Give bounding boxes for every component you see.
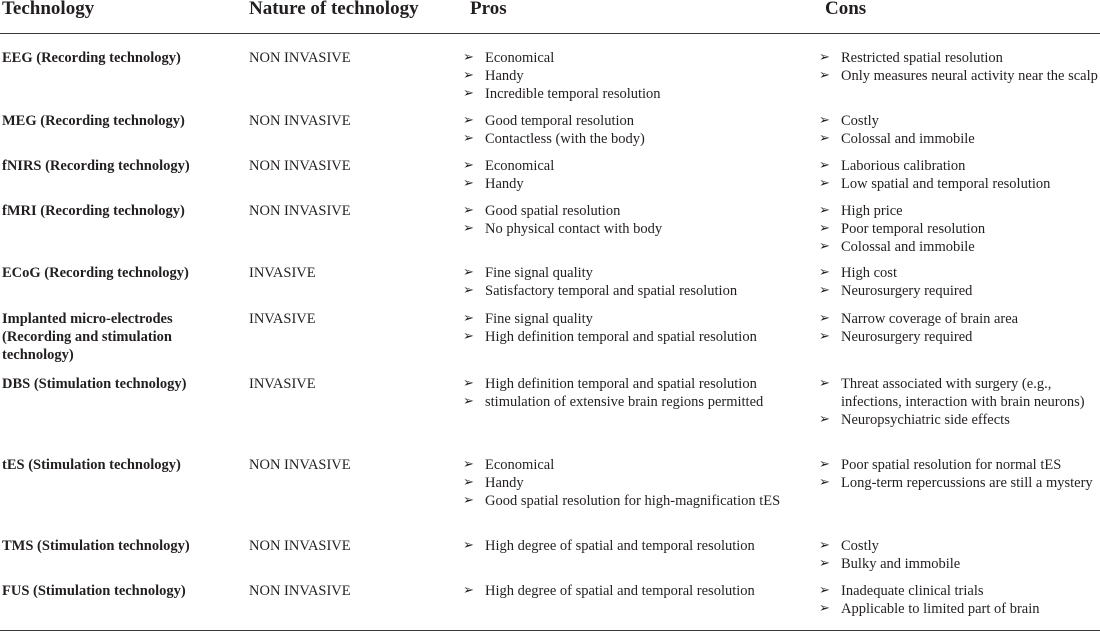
header-rule — [0, 33, 1100, 34]
arrowhead-bullet-icon: ➢ — [463, 283, 474, 299]
pros-list — [463, 537, 808, 555]
arrowhead-bullet-icon: ➢ — [463, 221, 474, 237]
nature-cell: NON INVASIVE — [249, 50, 351, 66]
technology-cell: fMRI (Recording technology) — [2, 203, 185, 219]
nature-cell: NON INVASIVE — [249, 158, 351, 174]
arrowhead-bullet-icon: ➢ — [819, 176, 830, 192]
nature-cell: NON INVASIVE — [249, 203, 351, 219]
arrowhead-bullet-icon: ➢ — [819, 158, 830, 173]
pros-list — [463, 310, 808, 346]
arrowhead-bullet-icon: ➢ — [819, 239, 830, 255]
pros-item: ➢ Fine signal quality — [463, 311, 593, 327]
pros-item: ➢ stimulation of extensive brain regions permitted — [463, 394, 764, 411]
nature-cell: INVASIVE — [249, 311, 316, 327]
technology-cell: ECoG (Recording technology) — [2, 265, 189, 281]
pros-list — [463, 112, 808, 148]
arrowhead-bullet-icon: ➢ — [463, 457, 474, 472]
technology-cell: Implanted micro-electrodes (Recording and stimulation technology) — [2, 311, 173, 364]
pros-item: ➢ Economical — [463, 457, 555, 473]
nature-cell: INVASIVE — [249, 376, 316, 392]
technology-cell: DBS (Stimulation technology) — [2, 376, 187, 392]
pros-list — [463, 157, 808, 193]
arrowhead-bullet-icon: ➢ — [819, 412, 830, 428]
cons-item: ➢ Neurosurgery required — [819, 329, 973, 346]
pros-list — [463, 264, 808, 300]
pros-item: ➢ Fine signal quality — [463, 265, 593, 281]
cons-item: ➢ Low spatial and temporal resolution — [819, 176, 1051, 193]
cons-item: ➢ Narrow coverage of brain area — [819, 311, 1019, 327]
arrowhead-bullet-icon: ➢ — [463, 176, 474, 192]
arrowhead-bullet-icon: ➢ — [819, 131, 830, 147]
pros-list — [463, 49, 808, 104]
nature-cell: NON INVASIVE — [249, 583, 351, 599]
arrowhead-bullet-icon: ➢ — [463, 131, 474, 147]
arrowhead-bullet-icon: ➢ — [819, 556, 830, 572]
cons-list — [819, 375, 1099, 430]
arrowhead-bullet-icon: ➢ — [463, 203, 474, 218]
cons-item: ➢ Poor temporal resolution — [819, 221, 986, 238]
cons-list — [819, 537, 1099, 573]
arrowhead-bullet-icon: ➢ — [819, 329, 830, 345]
cons-item: ➢ High price — [819, 203, 903, 219]
cons-item: ➢ Colossal and immobile — [819, 239, 975, 256]
pros-item: ➢ High definition temporal and spatial resolution — [463, 376, 757, 392]
pros-item: ➢ Handy — [463, 475, 524, 492]
arrowhead-bullet-icon: ➢ — [819, 583, 830, 598]
cons-item: ➢ High cost — [819, 265, 897, 281]
cons-list — [819, 112, 1099, 148]
arrowhead-bullet-icon: ➢ — [819, 283, 830, 299]
arrowhead-bullet-icon: ➢ — [463, 265, 474, 280]
pros-item: ➢ Good spatial resolution for high-magnification tES — [463, 493, 781, 510]
pros-list — [463, 456, 808, 511]
technology-cell: fNIRS (Recording technology) — [2, 158, 190, 174]
pros-item: ➢ Good temporal resolution — [463, 113, 635, 129]
cons-item: ➢ Laborious calibration — [819, 158, 966, 174]
pros-item: ➢ Good spatial resolution — [463, 203, 621, 219]
arrowhead-bullet-icon: ➢ — [463, 583, 474, 598]
arrowhead-bullet-icon: ➢ — [463, 86, 474, 102]
arrowhead-bullet-icon: ➢ — [463, 376, 474, 391]
pros-item: ➢ High degree of spatial and temporal resolution — [463, 583, 755, 599]
cons-item: ➢ Neurosurgery required — [819, 283, 973, 300]
arrowhead-bullet-icon: ➢ — [819, 475, 830, 491]
pros-item: ➢ No physical contact with body — [463, 221, 663, 238]
pros-item: ➢ Handy — [463, 176, 524, 193]
arrowhead-bullet-icon: ➢ — [463, 113, 474, 128]
cons-list — [819, 310, 1099, 346]
header-cons: Cons — [825, 0, 867, 19]
arrowhead-bullet-icon: ➢ — [463, 158, 474, 173]
cons-item: ➢ Restricted spatial resolution — [819, 50, 1003, 66]
arrowhead-bullet-icon: ➢ — [463, 311, 474, 326]
arrowhead-bullet-icon: ➢ — [463, 475, 474, 491]
pros-list — [463, 375, 808, 411]
pros-list — [463, 202, 808, 238]
technology-cell: FUS (Stimulation technology) — [2, 583, 186, 599]
arrowhead-bullet-icon: ➢ — [819, 203, 830, 218]
nature-cell: NON INVASIVE — [249, 113, 351, 129]
arrowhead-bullet-icon: ➢ — [819, 50, 830, 65]
cons-item: ➢ Inadequate clinical trials — [819, 583, 984, 599]
pros-item: ➢ Economical — [463, 158, 555, 174]
pros-item: ➢ High degree of spatial and temporal resolution — [463, 538, 755, 554]
pros-list — [463, 582, 808, 600]
cons-item: ➢ Colossal and immobile — [819, 131, 975, 148]
arrowhead-bullet-icon: ➢ — [463, 493, 474, 509]
cons-item: ➢ Long-term repercussions are still a mystery — [819, 475, 1093, 492]
technology-cell: MEG (Recording technology) — [2, 113, 185, 129]
header-pros: Pros — [470, 0, 507, 19]
pros-item: ➢ Economical — [463, 50, 555, 66]
cons-item: ➢ Applicable to limited part of brain — [819, 601, 1040, 618]
cons-item: ➢ Costly — [819, 538, 879, 554]
arrowhead-bullet-icon: ➢ — [463, 394, 474, 410]
arrowhead-bullet-icon: ➢ — [463, 50, 474, 65]
cons-list — [819, 582, 1099, 618]
cons-item: ➢ Neuropsychiatric side effects — [819, 412, 1010, 429]
bottom-rule — [0, 630, 1100, 631]
arrowhead-bullet-icon: ➢ — [819, 538, 830, 553]
arrowhead-bullet-icon: ➢ — [463, 538, 474, 553]
arrowhead-bullet-icon: ➢ — [463, 329, 474, 345]
technology-cell: EEG (Recording technology) — [2, 50, 181, 66]
pros-item: ➢ High definition temporal and spatial resolution — [463, 329, 757, 346]
arrowhead-bullet-icon: ➢ — [819, 68, 830, 84]
cons-item: ➢ Poor spatial resolution for normal tES — [819, 457, 1062, 473]
cons-item: ➢ Bulky and immobile — [819, 556, 961, 573]
arrowhead-bullet-icon: ➢ — [463, 68, 474, 84]
nature-cell: INVASIVE — [249, 265, 316, 281]
header-technology: Technology — [2, 0, 95, 19]
cons-list — [819, 456, 1099, 492]
cons-item: ➢ Costly — [819, 113, 879, 129]
cons-item: ➢ Threat associated with surgery (e.g., infections, interaction with brain neurons) — [819, 376, 1085, 411]
nature-cell: NON INVASIVE — [249, 457, 351, 473]
pros-item: ➢ Handy — [463, 68, 524, 85]
pros-item: ➢ Satisfactory temporal and spatial resolution — [463, 283, 738, 300]
cons-list — [819, 157, 1099, 193]
cons-list — [819, 202, 1099, 257]
arrowhead-bullet-icon: ➢ — [819, 311, 830, 326]
pros-item: ➢ Incredible temporal resolution — [463, 86, 661, 103]
arrowhead-bullet-icon: ➢ — [819, 457, 830, 472]
header-nature: Nature of technology — [249, 0, 419, 19]
cons-list — [819, 49, 1099, 85]
arrowhead-bullet-icon: ➢ — [819, 221, 830, 237]
technology-cell: tES (Stimulation technology) — [2, 457, 181, 473]
pros-item: ➢ Contactless (with the body) — [463, 131, 645, 148]
arrowhead-bullet-icon: ➢ — [819, 265, 830, 280]
arrowhead-bullet-icon: ➢ — [819, 601, 830, 617]
cons-item: ➢ Only measures neural activity near the scalp — [819, 68, 1098, 85]
arrowhead-bullet-icon: ➢ — [819, 113, 830, 128]
cons-list — [819, 264, 1099, 300]
nature-cell: NON INVASIVE — [249, 538, 351, 554]
technology-cell: TMS (Stimulation technology) — [2, 538, 190, 554]
arrowhead-bullet-icon: ➢ — [819, 376, 830, 391]
